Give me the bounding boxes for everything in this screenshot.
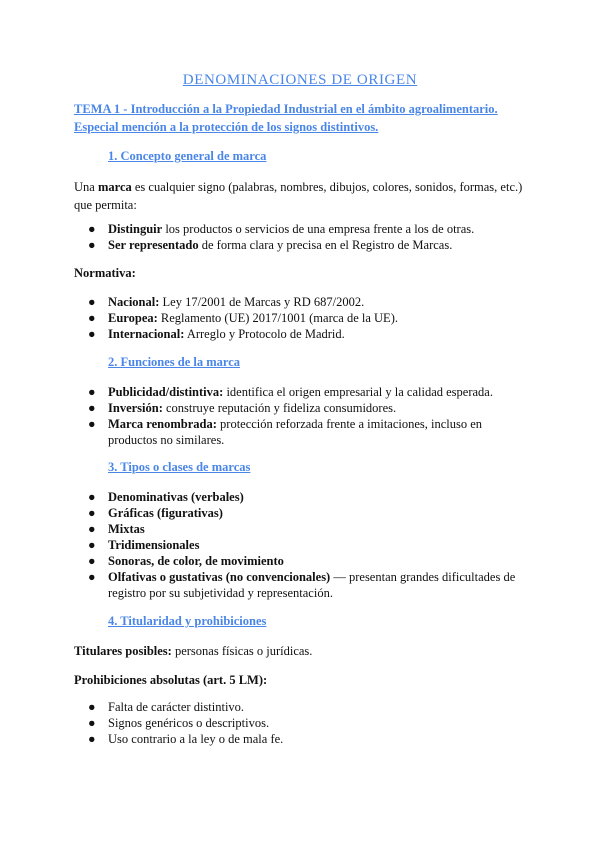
section-1-heading: 1. Concepto general de marca [108,149,267,163]
list-item: ● Publicidad/distintiva: identifica el origen empresarial y la calidad esperada. [88,385,493,399]
section-2-heading: 2. Funciones de la marca [108,355,241,369]
list-item: ● Uso contrario a la ley o de mala fe. [88,732,284,746]
list-item: ● Europea: Reglamento (UE) 2017/1001 (marca de la UE). [88,311,398,325]
section-4-heading: 4. Titularidad y prohibiciones [108,614,267,628]
list-item: ● Inversión: construye reputación y fideliza consumidores. [88,401,397,415]
funciones-list [74,384,534,448]
marca-requirements-list [74,221,534,253]
titulares-line: Titulares posibles: personas físicas o jurídicas. [74,644,313,658]
normativa-label: Normativa: [74,266,136,280]
list-item: ● Tridimensionales [88,538,200,552]
list-item: ● Denominativas (verbales) [88,490,244,504]
list-item: ● Gráficas (figurativas) [88,506,223,520]
prohibiciones-list [74,699,534,747]
list-item: ● Internacional: Arreglo y Protocolo de Madrid. [88,327,345,341]
tipos-list [74,489,534,601]
document-title: DENOMINACIONES DE ORIGEN [182,72,418,88]
marca-definition: Una marca es cualquier signo (palabras, nombres, dibujos, colores, sonidos, formas, etc.) que permita: [74,180,523,212]
list-item: ● Marca renombrada: protección reforzada frente a imitaciones, incluso en productos no similares. [88,417,483,447]
list-item: ● Distinguir los productos o servicios de una empresa frente a los de otras. [88,222,475,236]
list-item: ● Falta de carácter distintivo. [88,700,245,714]
list-item: ● Sonoras, de color, de movimiento [88,554,284,568]
tema-heading: TEMA 1 - Introducción a la Propiedad Industrial en el ámbito agroalimentario. Especial mención a la protección de los signos distintivos. [74,102,498,134]
list-item: ● Nacional: Ley 17/2001 de Marcas y RD 687/2002. [88,295,365,309]
section-3-heading: 3. Tipos o clases de marcas [108,460,251,474]
normativa-list [74,294,534,342]
list-item: ● Signos genéricos o descriptivos. [88,716,270,730]
list-item: ● Olfativas o gustativas (no convencionales) — presentan grandes dificultades de registro por su subjetividad y representación. [88,570,516,600]
list-item: ● Ser representado de forma clara y precisa en el Registro de Marcas. [88,238,453,252]
prohibiciones-label: Prohibiciones absolutas (art. 5 LM): [74,673,268,687]
list-item: ● Mixtas [88,522,145,536]
